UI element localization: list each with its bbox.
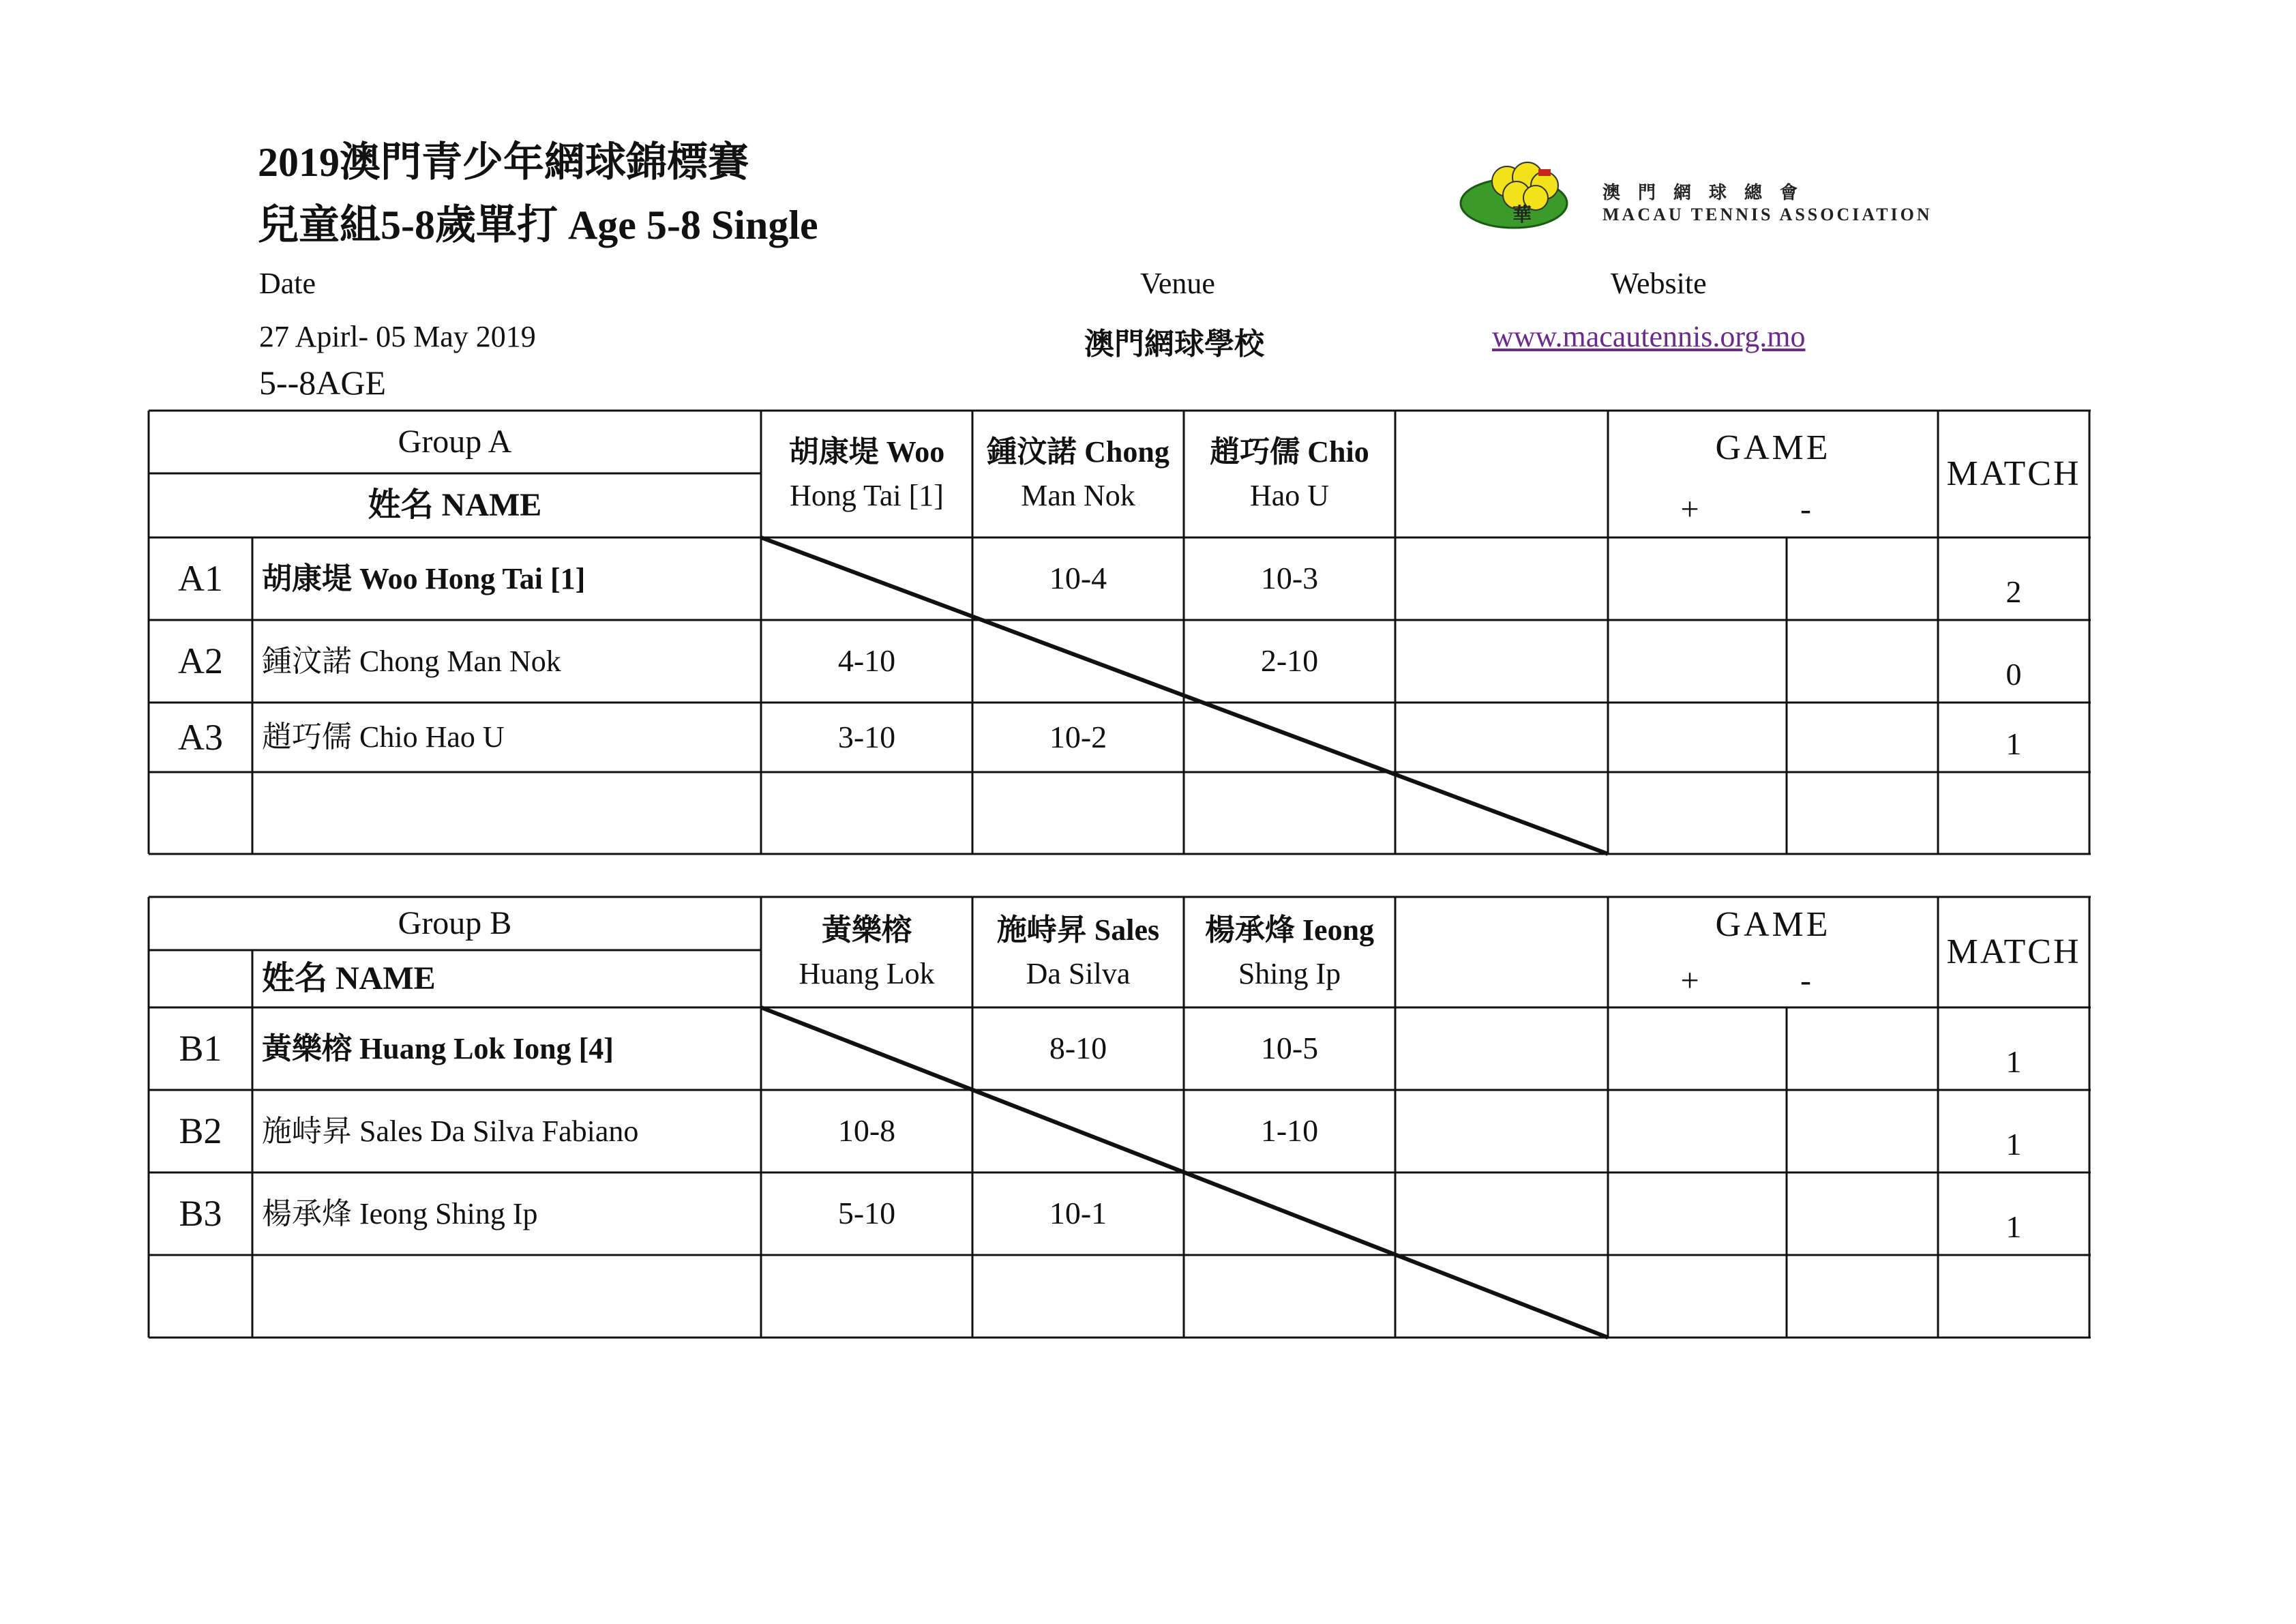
opponent-line1: 施峙昇 Sales (996, 913, 1160, 947)
opponent-line2: Shing Ip (1238, 957, 1341, 990)
match-value: 1 (2006, 1127, 2022, 1162)
score-cell: 5-10 (837, 1196, 896, 1231)
opponent-line2: Hao U (1249, 479, 1330, 512)
opponent-column-header (972, 411, 1184, 537)
opponent-line1: 楊承烽 Ieong (1204, 913, 1375, 947)
game-minus-header: - (1800, 962, 1811, 999)
player-name: 楊承烽 Ieong Shing Ip (262, 1196, 538, 1230)
match-value: 0 (2006, 657, 2022, 692)
date-value: 27 Apirl- 05 May 2019 (259, 320, 536, 353)
name-column-header: 姓名 NAME (368, 487, 542, 524)
group-label: Group A (398, 424, 512, 460)
opponent-line2: Huang Lok (799, 957, 935, 990)
opponent-line1: 胡康堤 Woo (788, 435, 945, 469)
score-cell: 10-4 (1049, 561, 1107, 596)
match-header: MATCH (1946, 454, 2081, 494)
venue-value: 澳門網球學校 (1084, 327, 1264, 361)
score-cell: 2-10 (1260, 643, 1319, 679)
game-header: GAME (1715, 428, 1831, 468)
game-header: GAME (1715, 905, 1831, 945)
opponent-line2: Hong Tai [1] (790, 479, 944, 512)
tournament-title: 2019澳門青少年網球錦標賽 (258, 140, 749, 185)
score-cell: 10-2 (1049, 719, 1107, 754)
score-cell: 10-3 (1260, 561, 1319, 596)
player-code: B2 (179, 1110, 222, 1152)
score-cell: 3-10 (837, 719, 896, 754)
group-b-table (149, 897, 2091, 1339)
name-column-header: 姓名 NAME (262, 960, 436, 997)
opponent-column-header (761, 897, 972, 1007)
logo-english-text: MACAU TENNIS ASSOCIATION (1602, 205, 1933, 224)
player-name: 胡康堤 Woo Hong Tai [1] (262, 561, 586, 595)
score-cell: 1-10 (1260, 1113, 1319, 1149)
match-value: 1 (2006, 726, 2022, 761)
date-label: Date (259, 267, 316, 300)
opponent-line1: 黃樂榕 (822, 913, 912, 947)
player-name: 施峙昇 Sales Da Silva Fabiano (262, 1114, 639, 1148)
opponent-column-header (1184, 897, 1395, 1007)
opponent-column-header (761, 411, 972, 537)
opponent-line1: 鍾汶諾 Chong (987, 435, 1169, 469)
player-code: B3 (179, 1193, 222, 1235)
match-value: 1 (2006, 1044, 2022, 1080)
game-minus-header: - (1800, 491, 1811, 528)
venue-label: Venue (1140, 267, 1215, 300)
score-cell: 10-1 (1049, 1196, 1107, 1231)
player-code: B1 (179, 1028, 222, 1069)
match-header: MATCH (1946, 932, 2081, 972)
player-name: 趙巧儒 Chio Hao U (262, 720, 505, 754)
group-label: Group B (398, 905, 512, 942)
svg-text:華: 華 (1512, 203, 1532, 226)
macau-tennis-logo-icon (1459, 156, 1582, 231)
score-cell: 10-8 (837, 1113, 896, 1149)
game-plus-header: + (1680, 962, 1699, 999)
event-title: 兒童組5-8歲單打 Age 5-8 Single (258, 203, 818, 248)
player-code: A1 (178, 558, 223, 600)
opponent-line2: Man Nok (1021, 479, 1135, 512)
website-link[interactable]: www.macautennis.org.mo (1492, 320, 1806, 353)
player-name: 黃樂榕 Huang Lok Iong [4] (262, 1031, 614, 1065)
match-value: 2 (2006, 574, 2022, 610)
score-cell: 8-10 (1049, 1031, 1107, 1066)
logo-chinese-text: 澳門網球總會 (1602, 183, 1816, 203)
website-label: Website (1611, 267, 1707, 300)
score-cell: 4-10 (837, 643, 896, 679)
age-category-label: 5--8AGE (259, 364, 387, 402)
match-value: 1 (2006, 1209, 2022, 1245)
player-code: A3 (178, 716, 223, 758)
opponent-column-header (972, 897, 1184, 1007)
group-a-table (149, 411, 2091, 855)
score-cell: 10-5 (1260, 1031, 1319, 1066)
game-plus-header: + (1680, 491, 1699, 528)
opponent-line2: Da Silva (1026, 957, 1131, 990)
player-code: A2 (178, 640, 223, 682)
player-name: 鍾汶諾 Chong Man Nok (262, 644, 561, 678)
opponent-line1: 趙巧儒 Chio (1210, 435, 1369, 469)
opponent-column-header (1184, 411, 1395, 537)
